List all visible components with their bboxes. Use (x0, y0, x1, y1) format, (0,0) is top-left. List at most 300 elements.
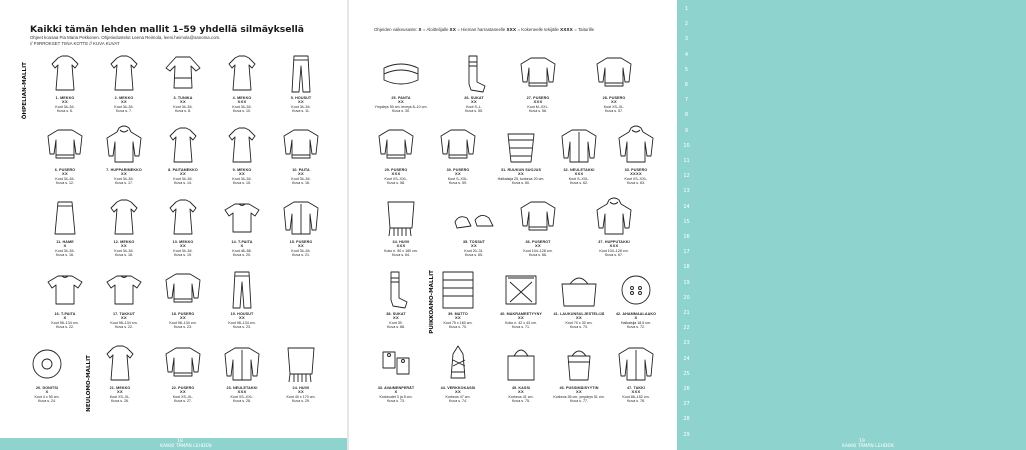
difficulty-marks: XX (298, 99, 304, 105)
pattern-illustration (274, 342, 328, 386)
pattern-page-ref: Kuva s. 60. (512, 181, 530, 186)
pattern-illustration (374, 196, 428, 240)
pattern-illustration (447, 52, 501, 96)
pattern-name: 20. DONITSI (35, 386, 59, 390)
pattern-page-ref: Kuva s. 22. (56, 325, 74, 330)
pattern-illustration (274, 196, 328, 240)
difficulty-marks: XX (393, 315, 399, 321)
pattern-name: 19. HOUSUT (230, 312, 254, 316)
page-edge-number: 17 (683, 249, 690, 256)
page-edge-number: 28 (683, 416, 690, 423)
page-edge-number: 13 (683, 188, 690, 195)
difficulty-marks: XX (298, 389, 304, 395)
pattern-item (274, 196, 328, 258)
pattern-illustration (38, 124, 92, 168)
pattern-illustration (609, 124, 663, 168)
difficulty-marks: XX (398, 99, 404, 105)
pattern-item (609, 342, 663, 404)
difficulty-marks: XX (455, 171, 461, 177)
difficulty-marks: X (63, 315, 67, 321)
page-number-left: 18 KAIKKI TÄMÄN LEHDEN (160, 439, 212, 449)
pattern-page-ref: Kuva s. 21. (292, 253, 310, 258)
page-edge-number: 8 (684, 112, 689, 119)
pattern-caption (156, 96, 210, 114)
pattern-page-ref: Kuva s. 19. (174, 253, 192, 258)
pattern-name: 35. TOSSUT (462, 240, 486, 244)
pattern-sizes: Halkaisija 18,5 cm. (620, 320, 652, 325)
pattern-illustration (431, 268, 485, 312)
left-page (0, 0, 347, 450)
pattern-illustration (38, 196, 92, 240)
pattern-caption (97, 168, 151, 186)
pattern-page-ref: Kuva s. 57. (605, 109, 623, 114)
pattern-sizes: Koot XS–XXL. (384, 176, 408, 181)
pattern-item (609, 268, 663, 330)
legend-text-2: = Hieman harrastaneelle (457, 27, 506, 32)
pattern-caption (552, 312, 606, 330)
pattern-page-ref: Kuva s. 77. (570, 399, 588, 404)
pattern-caption (156, 312, 210, 330)
pattern-name: 17. TAKKUT (112, 312, 136, 316)
page-edge-number: 22 (683, 325, 690, 332)
pattern-caption (369, 386, 423, 404)
pattern-caption (156, 240, 210, 258)
pattern-page-ref: Kuva s. 7. (116, 109, 132, 114)
pattern-sizes: Koot 75 x 160 cm. (443, 320, 473, 325)
pattern-name: 42. AHAMMAALAAKO (615, 312, 657, 316)
pattern-item (447, 196, 501, 258)
pattern-name: 36. PUSEROT (525, 240, 551, 244)
pattern-caption (447, 240, 501, 258)
pattern-name: 23. NEULETAKKI (226, 386, 258, 390)
pattern-sizes: Koot 46–58. (232, 248, 252, 253)
pattern-page-ref: Kuva s. 63. (627, 181, 645, 186)
pattern-item (38, 196, 92, 258)
pattern-illustration (215, 124, 269, 168)
pattern-item (215, 196, 269, 258)
pattern-item (431, 268, 485, 330)
pattern-page-ref: Kuva s. 75. (512, 399, 530, 404)
pattern-caption (511, 96, 565, 114)
difficulty-marks: X (634, 315, 638, 321)
difficulty-marks: XX (455, 315, 461, 321)
pattern-page-ref: Kuva s. 55. (465, 109, 483, 114)
pattern-sizes: Korkeus 47 cm. (445, 394, 471, 399)
pattern-caption (274, 96, 328, 114)
pattern-caption (552, 168, 606, 186)
pattern-sizes: Koot 39. (389, 320, 403, 325)
page-edge-number: 26 (683, 386, 690, 392)
pattern-sizes: Ympärys 50 cm, leveys 8–10 cm. (374, 104, 428, 109)
pattern-caption (447, 96, 501, 114)
pattern-name: 26. SUKAT (464, 96, 484, 100)
pattern-caption (609, 168, 663, 186)
pattern-page-ref: Kuva s. 20. (233, 253, 251, 258)
pattern-caption (215, 312, 269, 330)
pattern-name: 40. MAKRAMEETYYNY (500, 312, 542, 316)
pattern-name: 29. PUSERO (384, 168, 408, 172)
page-edge-number: 10 (683, 142, 690, 149)
pattern-illustration (215, 342, 269, 386)
section-label-crochet: NEULOMO-MALLIT (86, 355, 92, 412)
pattern-name: 13. MEKKO (172, 240, 194, 244)
pattern-illustration (609, 268, 663, 312)
pattern-illustration (587, 52, 641, 96)
section-label-knit: ÖHPELIAN-MALLIT (22, 62, 28, 120)
page-edge-tabs (677, 0, 696, 450)
pattern-caption (215, 240, 269, 258)
pattern-name: 37. HUPPUTAKKI (598, 240, 630, 244)
pattern-name: 25. PANTA (391, 96, 411, 100)
pattern-caption (431, 386, 485, 404)
pattern-page-ref: Kuva s. 24. (38, 399, 56, 404)
legend-mark-3: XXX (506, 27, 517, 32)
pattern-caption (587, 96, 641, 114)
footer-left (0, 438, 347, 450)
pattern-item (274, 124, 328, 186)
pattern-name: 30. PUSERO (446, 168, 470, 172)
difficulty-marks: XX (518, 171, 524, 177)
pattern-name: 10. PAITA (292, 168, 310, 172)
pattern-illustration (609, 342, 663, 386)
pattern-name: 38. SUKAT (386, 312, 406, 316)
pattern-sizes: Koot M–XXL. (527, 104, 549, 109)
page-edge-number: 20 (683, 294, 690, 301)
pattern-item (38, 52, 92, 114)
pattern-item (156, 268, 210, 330)
page-edge-number: 9 (684, 127, 689, 134)
pattern-name: 31. RUUKUN SUOJUS (500, 168, 542, 172)
page-edge-number: 1 (684, 6, 689, 12)
pattern-item (20, 342, 74, 404)
pattern-sizes: Koot 20–31. (464, 248, 484, 253)
pattern-item (156, 124, 210, 186)
pattern-caption (431, 168, 485, 186)
pattern-page-ref: Kuva s. 73. (570, 325, 588, 330)
pattern-item (274, 52, 328, 114)
pattern-page-ref: Kuva s. 23. (233, 325, 251, 330)
pattern-sizes: Koot 34–54. (114, 176, 134, 181)
pattern-sizes: Koot 40 x 170 cm. (286, 394, 316, 399)
legend-text-4: = Taiturille (574, 27, 595, 32)
pattern-page-ref: Kuva s. 8. (175, 109, 191, 114)
pattern-item (494, 268, 548, 330)
pattern-page-ref: Kuva s. 29. (292, 399, 310, 404)
pattern-page-ref: Kuva s. 26. (111, 399, 129, 404)
pattern-page-ref: Kuva s. 14. (174, 181, 192, 186)
pattern-item (38, 124, 92, 186)
pattern-page-ref: Kuva s. 23. (174, 325, 192, 330)
pattern-caption (38, 96, 92, 114)
pattern-item (38, 268, 92, 330)
pattern-page-ref: Kuva s. 68. (387, 325, 405, 330)
pattern-item (369, 342, 423, 404)
pattern-illustration (369, 342, 423, 386)
pattern-caption (274, 240, 328, 258)
pattern-name: 39. MATTO (448, 312, 468, 316)
difficulty-marks: XXX (533, 99, 543, 105)
pattern-illustration (369, 268, 423, 312)
difficulty-marks: X (240, 243, 244, 249)
pattern-page-ref: Kuva s. 27. (174, 399, 192, 404)
pattern-illustration (215, 196, 269, 240)
pattern-page-ref: Kuva s. 72. (627, 325, 645, 330)
difficulty-marks: XX (611, 99, 617, 105)
pattern-sizes: Koot 98–134 cm. (169, 320, 197, 325)
pattern-illustration (93, 342, 147, 386)
pattern-name: 18. PUSERO (171, 312, 195, 316)
pattern-item (93, 342, 147, 404)
pattern-caption (20, 386, 74, 404)
pattern-sizes: Koot 104–128 cm. (599, 248, 629, 253)
pattern-item (431, 342, 485, 404)
pattern-sizes: Korkeus 36 cm, ympärys 51 cm. (553, 394, 605, 399)
pattern-sizes: Koot XS–XXL. (230, 394, 254, 399)
difficulty-marks: XX (121, 243, 127, 249)
pattern-name: 5. HOUSUT (290, 96, 312, 100)
pattern-page-ref: Kuva s. 74. (449, 399, 467, 404)
difficulty-marks: XX (471, 99, 477, 105)
pattern-sizes: Korkeus 41 cm. (508, 394, 534, 399)
pattern-sizes: Koot 104–128 cm. (523, 248, 553, 253)
page-edge-number: 12 (683, 173, 690, 180)
page-edge-number: 19 (683, 279, 690, 286)
difficulty-marks: XX (518, 315, 524, 321)
difficulty-marks: XX (117, 389, 123, 395)
credits (30, 35, 220, 47)
pattern-illustration (156, 52, 210, 96)
page-number-right: 19 KAIKKI TÄMÄN LEHDEN (842, 439, 894, 449)
footer-right (698, 438, 1026, 450)
difficulty-marks: XXX (574, 171, 584, 177)
pattern-item (374, 52, 428, 114)
difficulty-marks: X (394, 389, 398, 395)
pattern-sizes: Koot 98–134 cm. (110, 320, 138, 325)
pattern-page-ref: Kuva s. 66. (529, 253, 547, 258)
pattern-page-ref: Kuva s. 12. (56, 181, 74, 186)
difficulty-marks: XX (298, 171, 304, 177)
pattern-sizes: Koot 70 x 30 cm. (565, 320, 593, 325)
difficulty-marks: XXX (396, 243, 406, 249)
pattern-item (494, 342, 548, 404)
pattern-page-ref: Kuva s. 17. (115, 181, 133, 186)
pattern-item (156, 52, 210, 114)
pattern-name: 28. PUSERO (602, 96, 626, 100)
pattern-illustration (38, 52, 92, 96)
page-edge-number: 15 (683, 218, 690, 225)
pattern-sizes: Koot 4 x 50 cm. (34, 394, 60, 399)
pattern-illustration (511, 196, 565, 240)
pattern-sizes: Koot XS–XL. (109, 394, 131, 399)
pattern-illustration (156, 268, 210, 312)
difficulty-marks: XX (121, 99, 127, 105)
difficulty-marks: XX (471, 243, 477, 249)
page-edge-number: 14 (683, 203, 690, 210)
pattern-illustration (587, 196, 641, 240)
pattern-caption (274, 168, 328, 186)
pattern-name: 2. MEKKO (114, 96, 134, 100)
pattern-illustration (156, 124, 210, 168)
pattern-page-ref: Kuva s. 22. (115, 325, 133, 330)
pattern-page-ref: Kuva s. 56. (529, 109, 547, 114)
pattern-item (156, 342, 210, 404)
pattern-item (369, 268, 423, 330)
legend-mark-2: XX (449, 27, 457, 32)
pattern-illustration (215, 268, 269, 312)
pattern-illustration (374, 52, 428, 96)
pattern-sizes: Koot XS–XL. (172, 394, 194, 399)
difficulty-marks: X (63, 243, 67, 249)
pattern-sizes: Koko n. 42 x 43 cm. (505, 320, 537, 325)
pattern-illustration (20, 342, 74, 386)
pattern-illustration (494, 124, 548, 168)
pattern-sizes: Koot 34–54. (55, 248, 75, 253)
page-edge-number: 18 (683, 264, 690, 271)
pattern-sizes: Koot 34–54. (55, 104, 75, 109)
pattern-caption (511, 240, 565, 258)
pattern-caption (494, 168, 548, 186)
pattern-item (97, 268, 151, 330)
pattern-item (511, 52, 565, 114)
legend-mark-4: XXXX (560, 27, 574, 32)
pattern-page-ref: Kuva s. 62. (570, 181, 588, 186)
pattern-illustration (274, 52, 328, 96)
pattern-illustration (156, 196, 210, 240)
difficulty-marks: XX (518, 389, 524, 395)
pattern-caption (494, 386, 548, 404)
pattern-sizes: Koot 34–54. (232, 104, 252, 109)
legend-mark-1: X (418, 27, 422, 32)
page-edge-number: 4 (684, 51, 689, 58)
pattern-item (215, 124, 269, 186)
pattern-name: 3. TUNIKA (173, 96, 193, 100)
pattern-sizes: Koot 34–54. (291, 104, 311, 109)
difficulty-marks: XX (576, 389, 582, 395)
pattern-page-ref: Kuva s. 71. (512, 325, 530, 330)
pattern-page-ref: Kuva s. 16. (292, 181, 310, 186)
pattern-name: 27. PUSERO (526, 96, 550, 100)
pattern-name: 15. PUSERO (289, 240, 313, 244)
pattern-sizes: Korkeudet 3 ja 5 cm. (379, 394, 413, 399)
pattern-name: 11. HAME (56, 240, 74, 244)
section-label-knit-right: PUIKKOAMO-MALLIT (429, 270, 435, 334)
difficulty-marks: XX (180, 99, 186, 105)
pattern-illustration (552, 342, 606, 386)
difficulty-marks: XX (576, 315, 582, 321)
page-edge-number: 7 (684, 97, 689, 104)
pattern-item (97, 124, 151, 186)
pattern-name: 47. TAKKI (626, 386, 646, 390)
pattern-sizes: Koot 34–54. (173, 248, 193, 253)
pattern-illustration (215, 52, 269, 96)
pattern-sizes: Halkaisija 25, korkeus 20 cm. (497, 176, 545, 181)
pattern-item (587, 196, 641, 258)
difficulty-marks: XX (180, 315, 186, 321)
legend-text-1: = Aloittelijalle (422, 27, 449, 32)
pattern-caption (369, 312, 423, 330)
pattern-sizes: Koot 86–152 cm. (622, 394, 650, 399)
page-edge-number: 23 (683, 340, 690, 347)
pattern-sizes: Koot 34–54. (173, 176, 193, 181)
difficulty-marks: XX (121, 315, 127, 321)
pattern-caption (38, 168, 92, 186)
page-edge-number: 5 (684, 66, 689, 73)
pattern-caption (38, 312, 92, 330)
pattern-illustration (552, 124, 606, 168)
pattern-item (369, 124, 423, 186)
pattern-item (97, 196, 151, 258)
pattern-caption (156, 168, 210, 186)
pattern-illustration (447, 196, 501, 240)
pattern-illustration (369, 124, 423, 168)
pattern-illustration (97, 196, 151, 240)
pattern-caption (494, 312, 548, 330)
pattern-caption (97, 96, 151, 114)
pattern-page-ref: Kuva s. 16. (56, 253, 74, 258)
pattern-illustration (97, 124, 151, 168)
pattern-sizes: Koot 34–54. (173, 104, 193, 109)
pattern-name: 4. MEKKO (232, 96, 252, 100)
pattern-sizes: Koot XS–XL. (603, 104, 625, 109)
difficulty-marks: XX (298, 243, 304, 249)
difficulty-marks: XX (239, 171, 245, 177)
pattern-sizes: Koot S–XXL. (447, 176, 469, 181)
difficulty-marks: XXX (609, 243, 619, 249)
pattern-item (609, 124, 663, 186)
difficulty-marks: XXX (237, 389, 247, 395)
pattern-caption (369, 168, 423, 186)
pattern-sizes: Koko n. 50 x 180 cm. (384, 248, 418, 253)
pattern-name: 33. PUSERO (624, 168, 648, 172)
difficulty-marks: X (45, 389, 49, 395)
pattern-page-ref: Kuva s. 64. (392, 253, 410, 258)
pattern-illustration (97, 268, 151, 312)
pattern-caption (587, 240, 641, 258)
legend-text-3: = Kokeneelle tekijälle (517, 27, 559, 32)
page-edge-number: 27 (683, 401, 690, 408)
pattern-caption (38, 240, 92, 258)
difficulty-marks: XX (180, 389, 186, 395)
pattern-page-ref: Kuva s. 59. (449, 181, 467, 186)
pattern-illustration (38, 268, 92, 312)
pattern-caption (374, 240, 428, 258)
pattern-name: 34. HUIVI (392, 240, 410, 244)
pattern-page-ref: Kuva s. 67. (605, 253, 623, 258)
pattern-item (156, 196, 210, 258)
pattern-name: 16. T-PAITA (54, 312, 76, 316)
pattern-caption (93, 386, 147, 404)
pattern-page-ref: Kuva s. 70. (449, 325, 467, 330)
pattern-item (431, 124, 485, 186)
pattern-illustration (431, 342, 485, 386)
pattern-sizes: Koot XS–XXL. (624, 176, 648, 181)
page-edge-number: 29 (683, 431, 690, 438)
pattern-sizes: Koot 98–134 cm. (51, 320, 79, 325)
pattern-page-ref: Kuva s. 28. (233, 399, 251, 404)
page-edge-number: 11 (683, 158, 690, 164)
pattern-name: 43. AVAIMENPERÄT (377, 386, 415, 390)
difficulty-marks: XXXX (630, 171, 642, 177)
pattern-item (97, 52, 151, 114)
pattern-name: 44. VERKKOKASSI (440, 386, 476, 390)
difficulty-marks: XX (180, 171, 186, 177)
difficulty-marks: XXX (237, 99, 247, 105)
difficulty-marks: XX (180, 243, 186, 249)
pattern-illustration (97, 52, 151, 96)
pattern-illustration (156, 342, 210, 386)
pattern-item (215, 342, 269, 404)
pattern-sizes: Koot S–XXL. (568, 176, 590, 181)
